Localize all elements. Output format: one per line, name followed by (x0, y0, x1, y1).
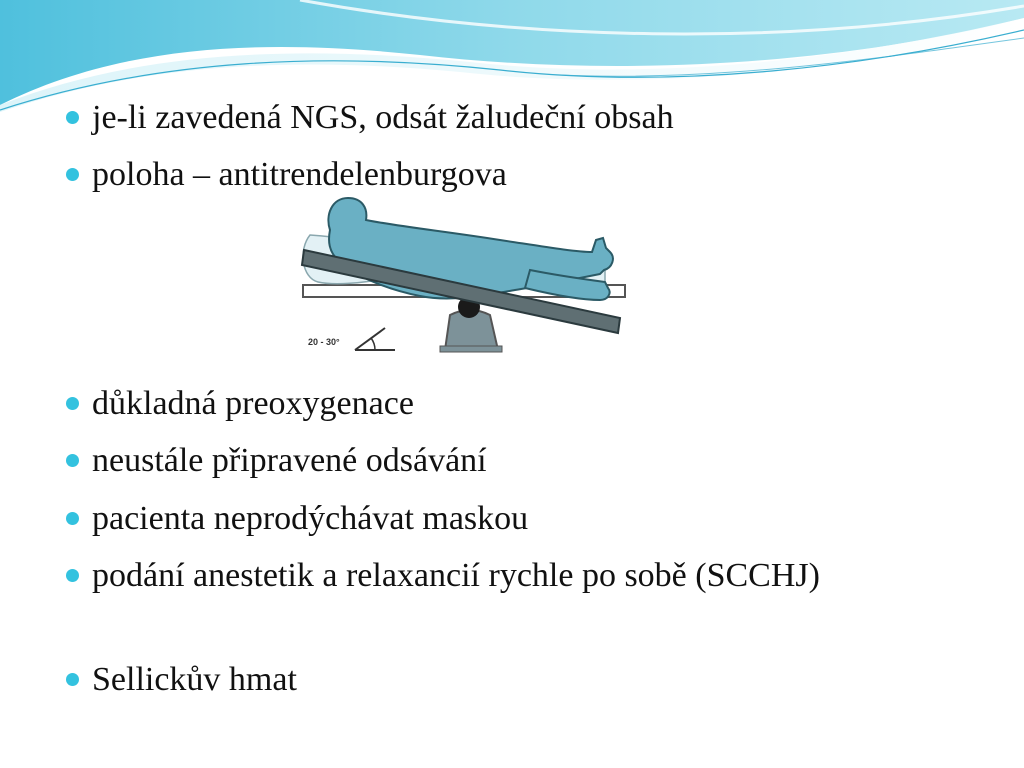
bullet-dot-icon (66, 111, 79, 124)
bullet-item (66, 496, 966, 541)
bullet-item (66, 553, 866, 598)
bullet-dot-icon (66, 673, 79, 686)
bullet-item (66, 657, 966, 702)
bullet-item (66, 95, 966, 140)
bullet-text: poloha – antitrendelenburgova (92, 156, 507, 193)
bullet-text: Sellickův hmat (92, 661, 297, 698)
bullet-item (66, 381, 966, 426)
bullet-text: důkladná preoxygenace (92, 385, 414, 422)
bullet-dot-icon (66, 168, 79, 181)
bullet-dot-icon (66, 569, 79, 582)
bullet-item (66, 438, 966, 483)
bullet-dot-icon (66, 512, 79, 525)
bullet-dot-icon (66, 454, 79, 467)
angle-label: 20 - 30° (308, 337, 340, 347)
bullet-text: neustále připravené odsávání (92, 442, 487, 479)
reverse-trendelenburg-illustration (300, 190, 630, 355)
bullet-text: podání anestetik a relaxancií rychle po sobě (SCCHJ) (92, 557, 820, 594)
bullet-text: pacienta neprodýchávat maskou (92, 500, 529, 537)
bullet-dot-icon (66, 397, 79, 410)
bullet-text: je-li zavedená NGS, odsát žaludeční obsah (92, 99, 674, 136)
